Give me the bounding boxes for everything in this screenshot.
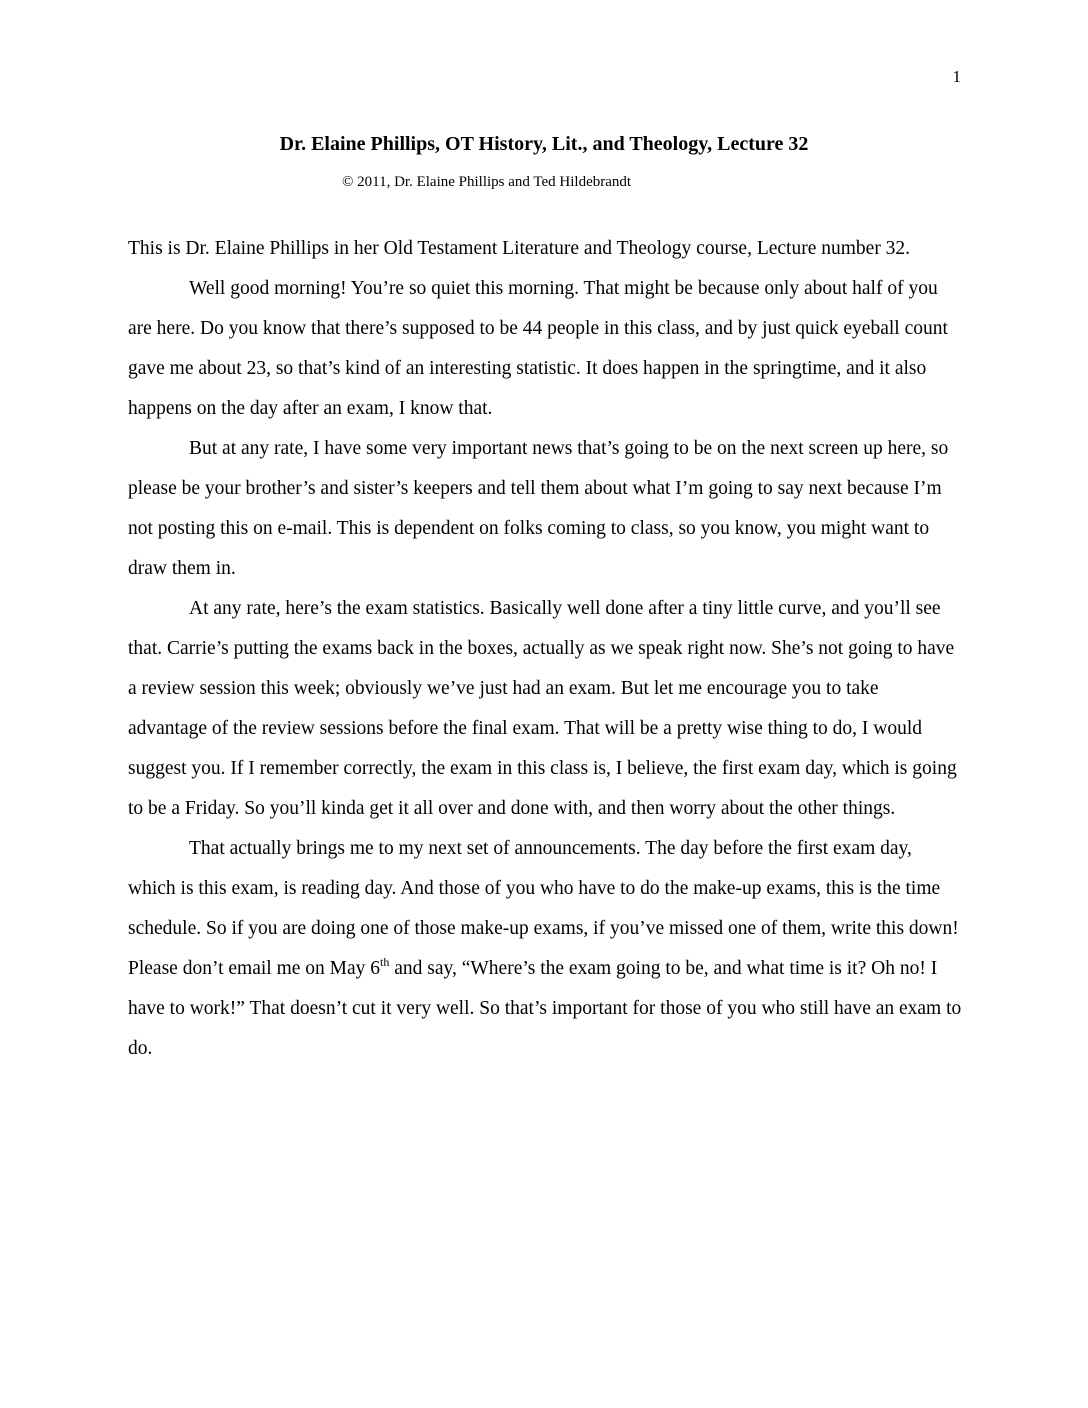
page-number: 1 (952, 67, 961, 86)
paragraph-announcements (128, 829, 962, 1069)
copyright-line: © 2011, Dr. Elaine Phillips and Ted Hildebrandt (342, 174, 632, 190)
paragraph-good-morning: Well good morning! You’re so quiet this morning. That might be because only about half of you are here. Do you know that there’s supposed to be 44 people in this class, and by just quick eyeball count gave me about 23, so that’s kind of an interesting statistic. It does happen in the springtime, and it also happens on the day after an exam, I know that. (128, 278, 948, 419)
body-text (128, 229, 962, 1069)
paragraph-exam-statistics: At any rate, here’s the exam statistics. Basically well done after a tiny little curve, and you’ll see that. Carrie’s putting the exams back in the boxes, actually as we speak right now. She’s not going to have a review session this week; obviously we’ve just had an exam. But let me encourage you to take advantage of the review sessions before the final exam. That will be a pretty wise thing to do, I would suggest you. If I remember correctly, the exam in this class is, I believe, the first exam day, which is going to be a Friday. So you’ll kinda get it all over and done with, and then worry about the other things. (128, 598, 957, 819)
paragraph-intro: This is Dr. Elaine Phillips in her Old Testament Literature and Theology course, Lecture number 32. (128, 238, 911, 259)
paragraph-important-news: But at any rate, I have some very important news that’s going to be on the next screen up here, so please be your brother’s and sister’s keepers and tell them about what I’m going to say next because I’m not posting this on e-mail. This is dependent on folks coming to class, so you know, you might want to draw them in. (128, 438, 949, 579)
announcements-text-end: and say, “Where’s the exam going to be, and what time is it? Oh no! I have to work!” That doesn’t cut it very well. So that’s important for those of you who still have an exam to do. (128, 958, 962, 1059)
ordinal-suffix: th (380, 955, 390, 969)
document-title: Dr. Elaine Phillips, OT History, Lit., and Theology, Lecture 32 (279, 133, 809, 155)
announcements-text-start: That actually brings me to my next set of announcements. The day before the first exam day, which is this exam, is reading day. And those of you who have to do the make-up exams, this is the time schedule. So if you are doing one of those make-up exams, if you’ve missed one of them, write this down! Please don’t email me on May 6 (128, 838, 959, 979)
